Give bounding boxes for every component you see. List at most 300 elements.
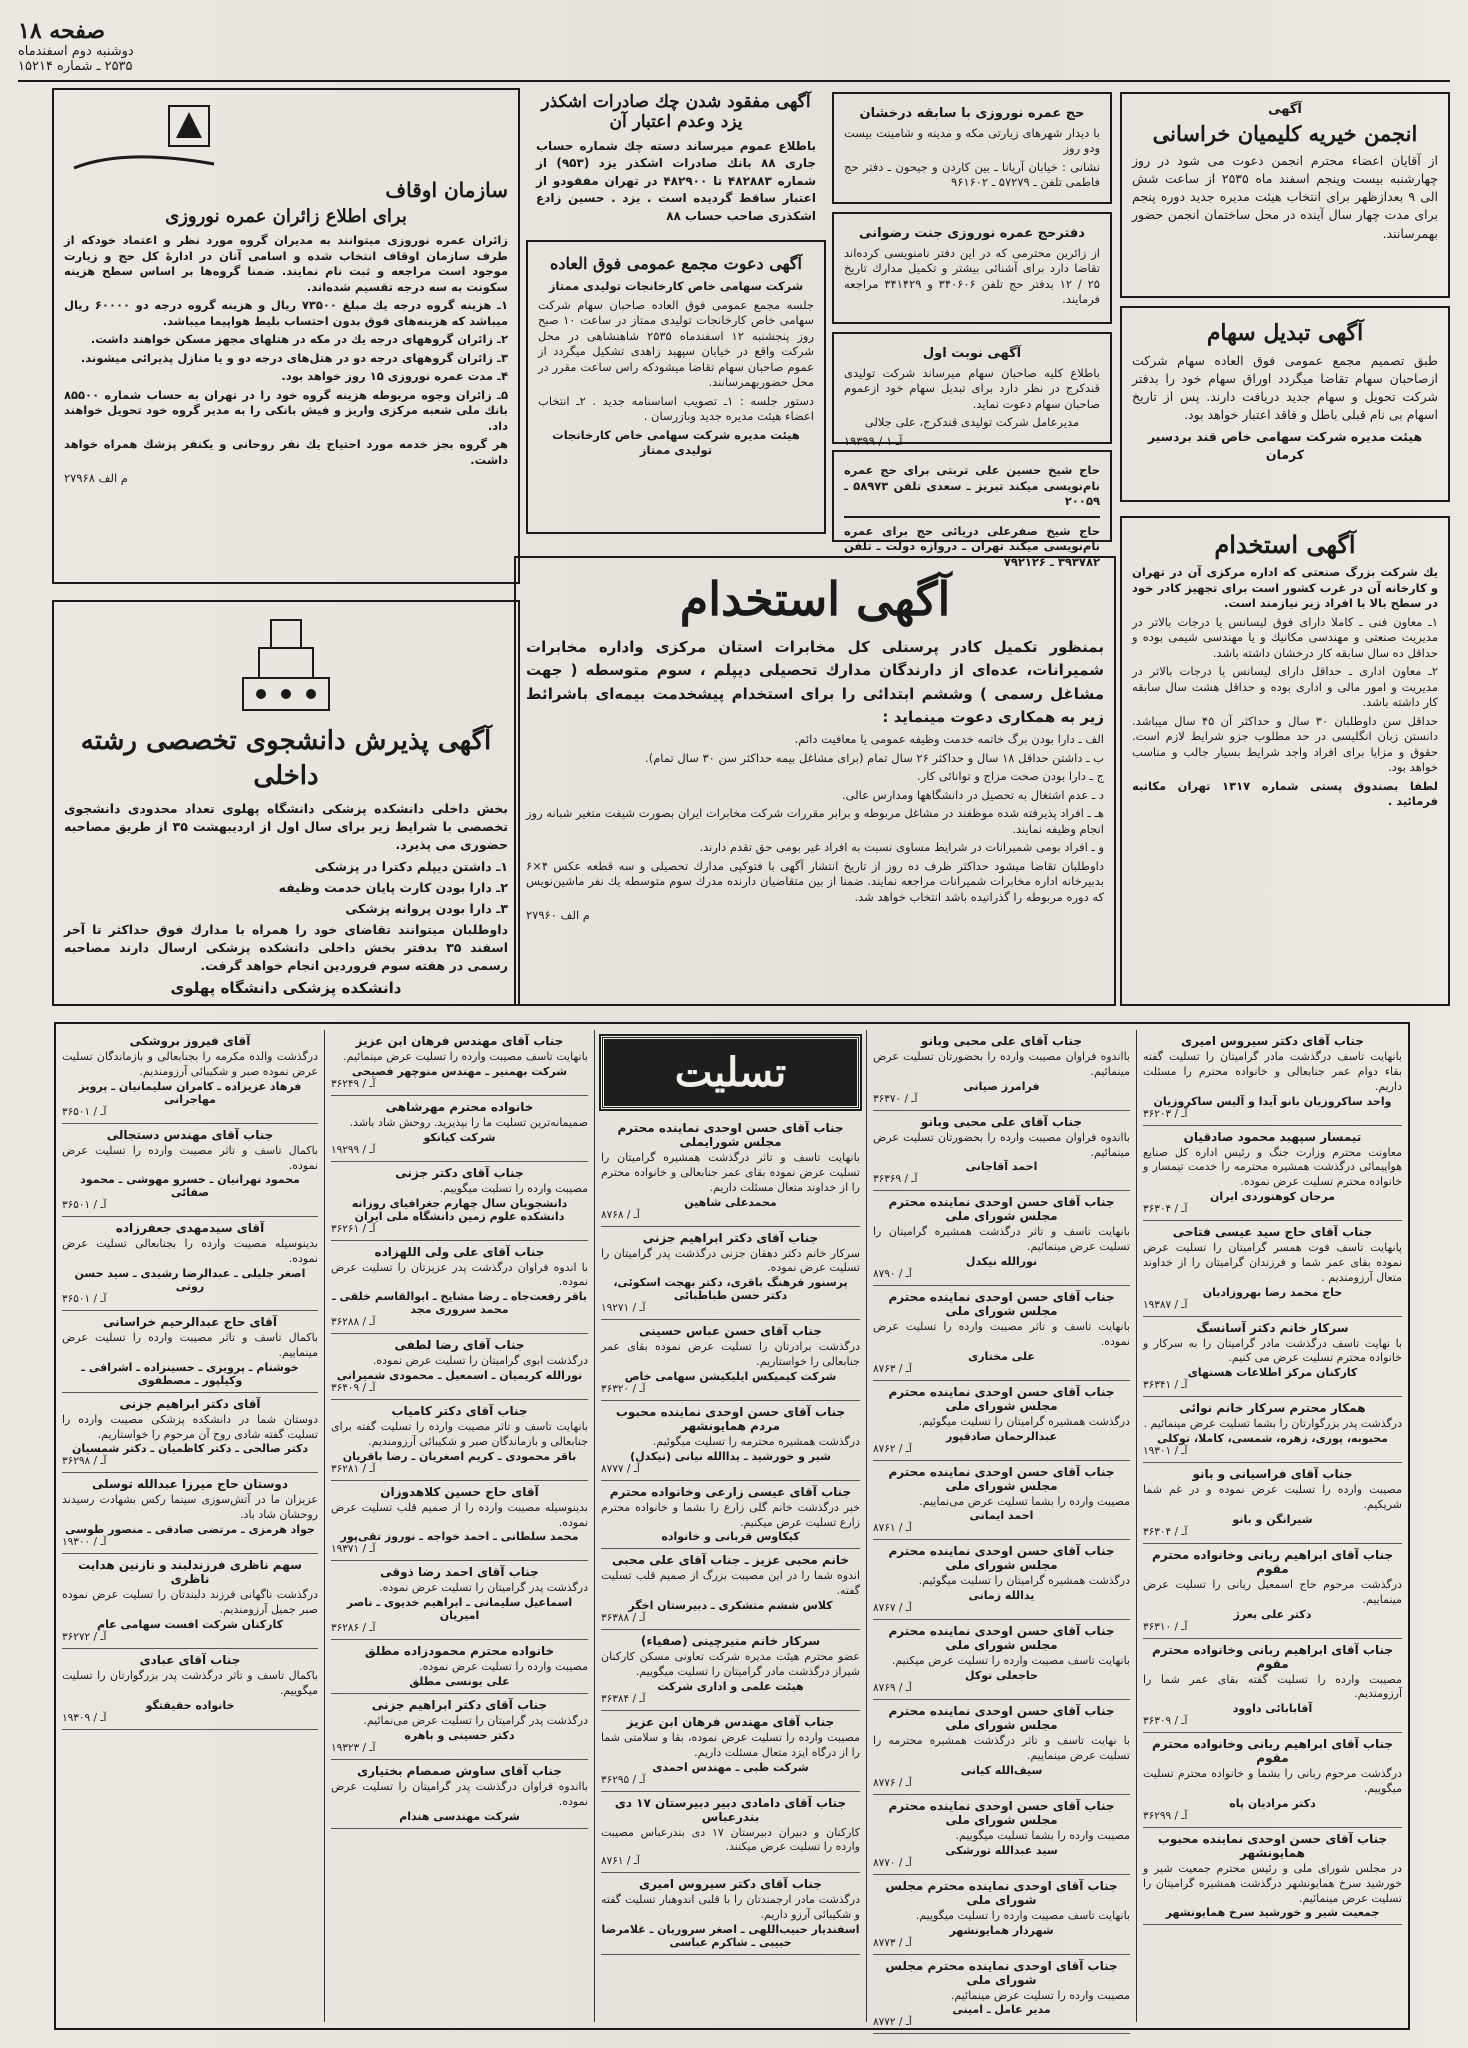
condolence-code: ۳۶۳۰۴ / آـ [1143,1203,1188,1216]
ad-anjoman [1120,92,1450,298]
condolence-title: آقای دکتر ابراهیم جزنی [119,1396,261,1411]
ad-estekhdam-main-cond: هـ ـ افراد پذیرفته شده موظفند در مشاغل مربوطه و برابر مقررات شرکت مخابرات ایران بصورت شیفت متغیر شبانه روز انجام وظیفه نمایند. [526,806,1104,836]
ad-hajj-sabeghe [832,92,1112,204]
ad-anjoman-title: انجمن خیریه کلیمیان خراسانی [1152,121,1418,146]
condolence-signer: خوشنام ـ پرویزی ـ حسینزاده ـ اشرافی ـ وکیلپور ـ مصطفوی [81,1360,299,1387]
condolence-signer: فرامرز صیانی [963,1079,1040,1093]
condolence-body: معاونت محترم وزارت جنگ و رئیس اداره کل صنایع هواپیمائی درگذشت همشیره محترمه را خدمت تیمسار و خانواده محترم تسلیت عرض نموده. [1143,1145,1402,1189]
condolence-entry [331,1640,588,1694]
condolence-body: بانهایت تاسف درگذشت مادر گرامیتان را تسلیت گفته بقاء دوام عمر جنابعالی و خانواده محترم را مسئلت داریم. [1143,1050,1402,1093]
ad-owghaf-item: ۱ـ هزینه گروه درجه یك مبلغ ۷۳۵۰۰ ریال و هزینه گروه درجه دو ۶۰۰۰۰ ریال میباشد که هزینه‌های فوق بدون احتساب بلیط هواپیما میباشد. [64,298,508,328]
condolence-body: بدینوسیله مصیبت وارده را بجنابعالی تسلیت عرض نموده. [62,1237,318,1266]
ad-daneshgah-item: ۲ـ دارا بودن کارت پایان خدمت وظیفه [278,879,508,895]
ad-nobat-code: ۱۹۳۹۹ / آـ ۱ [844,433,903,448]
condolence-entry [873,1111,1130,1192]
condolence-column [866,1030,1136,2029]
page-number: صفحه ۱۸ [18,18,106,44]
condolence-code: ۸۷۶۹ / آـ [873,1682,912,1695]
condolence-signer: محبوبه، پوری، زهره، شمسی، کاملا، توکلی [1157,1432,1388,1446]
condolence-signer: محمد سلطانی ـ احمد خواجه ـ نوروز تقی‌پور [340,1530,579,1544]
university-emblem-icon [231,610,341,720]
condolence-code: ۸۷۷۷ / آـ [601,1462,640,1475]
condolence-title: جناب آقای دکتر جزنی [395,1165,524,1180]
condolence-body: باکمال تاسف و تاثر مصیبت وارده را تسلیت عرض نموده. [62,1143,318,1172]
condolence-signer: واحد ساکروزیان بانو آیدا و آلیس ساکروزیان [1153,1094,1392,1108]
condolence-code: ۳۶۳۴۱ / آـ [1143,1379,1188,1392]
ad-sahami-subtitle: شرکت سهامی خاص کارخانجات تولیدی ممتاز [548,279,804,293]
condolence-title: جناب آقای دکتر ابراهیم جزنی [371,1698,548,1713]
condolence-title: جناب آقای حسن اوحدی نماینده محترم مجلس شورای ملی [888,1290,1115,1319]
ad-cheque [526,80,826,228]
condolence-signer: دکتر صالحی ـ دکتر کاظمیان ـ دکتر شمسیان [71,1442,309,1456]
condolence-body: بااندوه فراوان مصیبت وارده را بحضورتان تسلیت عرض مینمائیم. [873,1130,1130,1159]
condolence-title: سرکار خانم دکتر آسانسگ [1196,1320,1349,1335]
condolence-body: مصیبت وارده را تسلیت گفته بقای عمر شما را آرزومندیم. [1143,1672,1402,1701]
condolence-signer: احمد ایمانی [969,1509,1034,1523]
condolence-body: مصیبت وارده را تسلیت عرض نموده، بقا و سلامتی شما را از درگاه ایزد متعال مسئلت داریم. [601,1730,860,1759]
ad-owghaf-item: ۵ـ زائران وجوه مربوطه هزینه گروه خود را در تهران به حساب شماره ۸۵۵۰۰ بانك ملی شعبه مرکزی واریز و فیش بانکی را به مدیر گروه خود تحویل خواهند داد. [64,387,508,433]
condolence-code: ۱۹۳۷۱ / آـ [331,1543,376,1556]
ad-sahami-sign: هیئت مدیره شرکت سهامی خاص کارخانجات تولیدی ممتاز [552,427,800,458]
condolence-signer: کیکاوس قربانی و خانواده [661,1530,800,1544]
condolence-body: با نهایت تاسف و تاثر درگذشت همشیره محترمه را تسلیت عرض مینماییم. [873,1734,1130,1762]
condolence-code: ۳۶۴۰۹ / آـ [331,1382,376,1395]
condolence-title: جناب آقای مهندس دستجالی [106,1127,274,1142]
condolence-entry [331,1030,588,1096]
condolence-code: ۱۹۳۰۰ / آـ [62,1536,107,1549]
condolence-entry [873,1540,1130,1620]
ad-anjoman-body: از آقایان اعضاء محترم انجمن دعوت می شود در روز چهارشنبه بیست وپنجم اسفند ماه ۲۵۳۵ از ساعت شش الی ۹ بعدازظهر برای انتخاب هیئت مدیره جدید دوره پنجم برای مدت چهار سال آینده در محل ساختمان انجمن حضور بهمرسانند. [1132,153,1438,241]
condolence-body: بااندوه فراوان درگذشت پدر گرامیتان را تسلیت عرض نموده. [331,1779,588,1808]
condolence-body: مصیبت وارده را بشما تسلیت عرض می‌نماییم. [919,1494,1130,1508]
condolence-body: بانهایت تاسف مصیبت وارده را تسلیت عرض مینمائیم. [343,1050,588,1063]
condolence-entry [873,1286,1130,1381]
condolence-title: جناب آقای عبادی [139,1652,241,1667]
ad-hajj-sabeghe-title: حج عمره نوروزی با سابقه درخشان [859,106,1085,121]
condolence-signer: شرکت مهندسی هندام [399,1809,520,1823]
condolence-code: ۱۹۳۲۳ / آـ [331,1741,376,1754]
condolence-entry [1143,1126,1402,1222]
ad-estekhdam-right-body: یك شرکت بزرگ صنعتی که اداره مرکزی آن در تهران و کارخانه آن در غرب کشور است برای تجهیز کادر خود در سطح بالا با افراد زیر نیازمند است. [1132,565,1438,611]
condolence-code: ۳۶۵۰۱ / آـ [62,1105,107,1118]
condolence-entry [873,1381,1130,1461]
condolence-signer: علی مختاری [968,1349,1035,1363]
condolence-signer: محمدعلی شاهین [684,1195,777,1209]
condolence-entry [62,1311,318,1393]
ad-jannat [832,212,1112,324]
ad-estekhdam-main [514,556,1116,1006]
condolence-body: سرکار خانم دکتر دهقان جزنی درگذشت پدر گرامیتان را تسلیت عرض نموده. [601,1246,860,1275]
condolence-title: جناب آقای احمد رضا ذوقی [380,1565,539,1580]
condolence-entry [601,1711,860,1792]
condolence-signer: هیئت علمی و اداری شرکت [657,1679,804,1693]
ad-anjoman-label: آگهی [1268,102,1302,117]
ad-estekhdam-right-title: آگهی استخدام [1214,530,1356,559]
condolence-entry [1143,1030,1402,1126]
ad-hajj-sabeghe-contact: نشانی : خیابان آریانا ـ بین کاردن و جیحون ـ دفتر حج فاطمی تلفن ـ ۵۷۲۷۹ ـ ۹۶۱۶۰۲ [844,159,1100,190]
condolence-code: ۳۶۲۹۸ / آـ [62,1455,107,1468]
condolence-entry [331,1096,588,1162]
ad-estekhdam-main-cond: ب ـ داشتن حداقل ۱۸ سال و حداکثر ۲۶ سال تمام (برای مشاغل بیمه حداکثر سن ۳۰ سال تمام). [645,750,1104,765]
condolence-signer: کارکنان مرکز اطلاعات هستهای [1187,1366,1358,1380]
condolence-body: عضو محترم هیئت مدیره شرکت تعاونی مسکن کارکنان شیراز درگذشت مادر گرامیتان را تسلیت میگوییم. [601,1650,860,1678]
condolence-code: ۳۶۳۷۰ / آـ [873,1092,918,1105]
ad-nobat [832,332,1112,448]
condolence-code: ۸۷۶۱ / آـ [873,1522,912,1535]
condolence-title: آقای سیدمهدی جعفرزاده [115,1221,265,1236]
condolence-entry [1143,1397,1402,1463]
condolence-entry [62,1393,318,1474]
condolence-signer: دانشجویان سال چهارم جغرافیای روزانه دانشکده علوم زمین دانشگاه ملی ایران [351,1196,568,1223]
condolence-column [324,1030,594,2022]
condolence-entry [62,1473,318,1554]
condolence-signer: شهردار همایونشهر [949,1923,1054,1937]
condolence-code: ۳۶۲۸۶ / آـ [331,1622,376,1635]
condolence-entry [331,1162,588,1241]
condolence-title: جناب آقای حسن اوحدی نماینده محترم مجلس شورایملی [617,1121,844,1149]
ad-estekhdam-right-item: ۱ـ معاون فنی ـ کاملا دارای فوق لیسانس یا درجات بالاتر در مدیریت صنعتی و مهندسی مکانیك و یا مهندسی شیمی بوده و حداقل ده سال سابقه کار درخشان داشته باشد. [1132,614,1438,660]
condolence-entry [873,1795,1130,1875]
ad-tabdil-sign: هیئت مدیره شرکت سهامی خاص قند بردسیر کرمان [1147,428,1423,462]
ad-estekhdam-main-title: آگهی استخدام [679,572,951,626]
condolence-code: ۳۶۲۴۹ / آـ [331,1077,376,1090]
ad-owghaf-code: م الف ۲۷۹۶۸ [64,471,128,486]
condolence-title: آقای حاج عبدالرحیم خراسانی [102,1315,278,1330]
condolence-body: مصیبت وارده را بشما تسلیت میگوییم. [955,1828,1130,1842]
condolence-code: ۳۶۳۸۴ / آـ [601,1692,646,1705]
ad-hajj-names-line: حاج شیخ صفرعلی دریائی حج برای عمره نام‌نویسی میکند تهران ـ دروازه دولت ـ تلفن ۳۹۳۷۸۲ ـ ۷۹۲۱۲۶ [844,523,1100,569]
condolence-code: ۸۷۶۷ / آـ [873,1602,912,1615]
condolence-entry [873,1875,1130,1955]
condolence-signer: دکتر علی بعرژ [1233,1607,1312,1621]
ad-estekhdam-right-item: ۲ـ معاون اداری ـ حداقل دارای لیسانس یا درجات بالاتر در مدیریت و امور مالی و اداری بوده و حداقل هشت سال سابقه کار داشته باشد. [1132,664,1438,710]
page-date: دوشنبه دوم اسفندماه [18,44,134,59]
ad-owghaf-foot: هر گروه بجز خدمه مورد احتیاج یك نفر روحانی و یکنفر پزشك همراه خواهد داشت. [64,437,508,467]
condolence-code: ۳۶۵۰۱ / آـ [62,1293,107,1306]
condolence-title: جناب آقای حسن اوحدی نماینده محبوب همایونشهر [1157,1831,1388,1860]
condolence-title: دوستان حاج میرزا عبدالله توسلی [91,1477,289,1492]
ad-estekhdam-main-cond: الف ـ دارا بودن برگ خاتمه خدمت وظیفه عمومی یا معافیت دائم. [794,732,1104,746]
condolence-entry [1143,1639,1402,1734]
condolence-entry [873,1461,1130,1541]
condolence-title: جناب آقای حسن اوحدی نماینده محترم مجلس شورای ملی [888,1798,1115,1827]
condolence-code: ۳۶۲۹۵ / آـ [601,1773,646,1786]
condolence-title: آقای حاج حسین کلاهدوزان [380,1484,539,1499]
ad-daneshgah [52,600,520,1006]
condolence-body: درگذشت مرحوم ربانی را بشما و خانواده محترم تسلیت میگوییم. [1143,1767,1402,1796]
condolence-body: درگذشت مرحوم حاج اسمعیل ربانی را تسلیت عرض مینماییم. [1143,1577,1402,1606]
ad-sahami-title: آگهی دعوت مجمع عمومی فوق العاده [549,254,802,273]
condolence-body: درگذشت برادرتان را تسلیت عرض نموده بقای عمر جنابعالی را خواستاریم. [601,1340,860,1369]
ad-owghaf-body: زائران عمره نوروزی میتوانند به مدیران گروه مورد نظر و اعتماد خودکه از طرف سازمان اوقاف انتخاب شده و اسامی آنان در ادارهٔ کل حج و زیارت موجود است مراجعه و ثبت نام نمایند. ضمنا گروه‌ها بر اساس سطح هزینه سکونت به سه درجه تقسیم شده‌اند. [64,233,508,294]
condolence-body: در مجلس شورای ملی و رئیس محترم جمعیت شیر و خورشید سرخ همایونشهر درگذشت همشیره گرامیتان را تسلیت عرض مینمائیم. [1143,1861,1402,1905]
condolence-entry [1143,1317,1402,1398]
condolence-signer: نورالله کریمیان ـ اسمعیل ـ محمودی شمیرانی [336,1369,583,1383]
condolence-title: خانواده محترم محمودزاده مطلق [364,1644,555,1659]
condolence-body: کارکنان و دبیران دبیرستان ۱۷ دی بندرعباس مصیبت وارده را تسلیت عرض میکنند. [601,1825,860,1854]
ad-jannat-title: دفترحج عمره نوروزی جنت رضوانی [859,226,1085,241]
condolence-code: ۳۶۳۰۴ / آـ [1143,1525,1188,1538]
ad-nobat-title: آگهی نوبت اول [922,346,1022,361]
ad-owghaf-item: ۴ـ مدت عمره نوروزی ۱۵ روز خواهد بود. [281,369,508,384]
condolence-title: آقای فیروز بروشکی [129,1034,251,1048]
condolence-title: جناب آقای حسن اوحدی نماینده محترم مجلس شورای ملی [888,1464,1115,1493]
ad-cheque-body: باطلاع عموم میرساند دسته چك شماره حساب جاری ۸۸ بانك صادرات اشکذر یزد (۹۵۳) از شماره ۴۸۲۸۸۳ تا ۴۸۲۹۰۰ در تهران مفقودو از اعتبار ساقط گردیده است . یزد . حسین زادع اشکذری صاحب حساب ۸۸ [536,139,817,223]
condolence-code: ۸۷۶۳ / آـ [873,1362,912,1375]
condolence-signer: عبدالرحمان صادقپور [945,1429,1058,1443]
condolence-entry [331,1760,588,1829]
condolence-entry [62,1554,318,1649]
condolence-code: ۸۷۷۶ / آـ [873,1776,912,1789]
condolence-signer: جواد هرمزی ـ مرتضی صادقی ـ منصور طوسی [65,1523,315,1537]
condolence-signer: احمد آقاجانی [965,1160,1038,1174]
condolence-signer: باقر رفعت‌جاه ـ رضا مشایخ ـ ابوالقاسم خلقی ـ محمد سروری مجد [331,1290,588,1317]
condolence-signer: شیر و خورشید ـ یداالله نیانی (نیکدل) [630,1449,831,1463]
condolence-entry [873,1191,1130,1286]
ad-tabdil [1120,306,1450,502]
condolence-signer: جمعیت شیر و خورشید سرخ همایونشهر [1165,1906,1380,1920]
condolence-title: جناب آقای علی محبی وبانو [920,1034,1083,1048]
ad-estekhdam-main-cond: د ـ عدم اشتغال به تحصیل در دانشگاهها ومدارس عالی. [841,787,1104,802]
condolence-entry [331,1334,588,1400]
condolence-body: بانهایت تاسف و تاثر مصیبت وارده را تسلیت گفته برای جنابعالی و بازماندگان صبر و شکیبائی آرزومندیم. [331,1420,588,1448]
condolence-signer: علی یونسی مطلق [409,1675,510,1689]
condolence-entry [331,1241,588,1335]
ad-nobat-sign: مدیرعامل شرکت تولیدی قندکرج، علی جلالی [864,415,1080,430]
condolence-body: عزیزان ما در آتش‌سوزی سینما رکس بشهادت رسیدند روحشان شاد باد. [62,1493,318,1522]
condolences-section [54,1022,1410,2030]
condolence-entry [62,1030,318,1124]
condolence-code: ۳۶۳۰۹ / آـ [1143,1715,1188,1728]
condolence-signer: فرهاد عزیزاده ـ کامران سلیمانیان ـ پرویز مهاجرانی [78,1079,302,1106]
ad-tabdil-title: آگهی تبدیل سهام [1206,320,1364,346]
condolence-body: بانهایت تاسف و تاثر درگذشت همشیره گرامیتان را تسلیت عرض نموده بقای عمر جنابعالی و خانواده محترم را از خداوند متعال مسئلت داریم. [601,1151,860,1194]
condolence-entry [601,1401,860,1481]
page-issue: ۲۵۳۵ ـ شماره ۱۵۲۱۴ [18,59,133,74]
condolence-code: ۱۹۲۹۹ / آـ [331,1143,376,1156]
owghaf-org: سازمان اوقاف [385,178,508,202]
condolence-signer: کلاس ششم متشکری ـ دبیرستان اخگر [628,1599,833,1613]
condolence-title: تیمسار سپهبد محمود صادقیان [1183,1129,1362,1144]
ad-hajj-names-line: حاج شیخ حسین علی تربتی برای حج عمره نام‌نویسی میکند تبریز ـ سعدی تلفن ۵۸۹۷۳ ـ ۲۰۰۵۹ [844,463,1100,509]
condolence-title: خانم محبی عزیز ـ جناب آقای علی محبی [611,1553,850,1568]
condolence-body: مصیبت وارده را تسلیت عرض نموده. [419,1660,588,1674]
ad-estekhdam-main-foot: داوطلبان تقاضا میشود حداکثر ظرف ده روز از تاریخ انتشار آگهی با فتوکپی مدارك تحصیلی و سه قطعه عکس ۴×۶ بدبیرخانه اداره مخابرات شمیرانات مراجعه نمایند. ضمنا از بین متقاضیان دارنده مدرك سوم متوسطه یك نفر ماشین‌نویس که دوره مربوطه را گذرانیده باشد انتخاب خواهد شد. [526,858,1104,904]
ad-owghaf-title: برای اطلاع زائران عمره نوروزی [165,206,407,227]
condolence-signer: دکتر حسینی و باهره [404,1728,515,1742]
condolence-body: درگذشت پدر گرامیتان را تسلیت عرض می‌نمائیم. [363,1714,588,1728]
condolence-column [1136,1030,1408,2022]
condolence-signer: حاج محمد رضا بهروزادیان [1202,1285,1343,1299]
condolence-signer: شیرانگن و بانو [1232,1512,1313,1526]
condolence-entry [873,1620,1130,1700]
condolence-code: ۳۶۳۲۰ / آـ [601,1382,646,1395]
condolence-signer: مدیر عامل ـ امینی [952,2003,1051,2017]
condolence-code: ۳۶۲۹۹ / آـ [1143,1809,1188,1822]
condolence-entry [1143,1733,1402,1828]
condolence-body: بانهایت تاسف و تاثر درگذشت همشیره گرامیتان را تسلیت عرض مینمائیم. [873,1225,1130,1254]
ad-estekhdam-right-foot: لطفا بصندوق پستی شماره ۱۳۱۷ تهران مکاتبه فرمائید . [1132,778,1438,809]
condolence-signer: آقابابائی داوود [1232,1702,1313,1716]
condolence-title: جناب آقای ابراهیم ربانی وخانواده محترم مقوم [1151,1737,1394,1766]
ad-jannat-body: از زائرین محترمی که در این دفتر نامنویسی کرده‌اند تقاضا دارد برای آشنائی بیشتر و تکمیل مدارك تاریخ ۲۵ / ۱۲ بدفتر حج تلفن ۳۴۰۶۰۶ و ۳۴۱۴۲۹ مراجعه فرمایند. [844,245,1100,307]
condolence-entry [601,1630,860,1711]
condolence-entry [873,1700,1130,1795]
condolence-body: اندوه شما را در این مصیبت بزرگ از صمیم قلب تسلیت گفته. [601,1569,860,1598]
condolence-entry [601,1549,860,1630]
condolence-code: ۳۶۲۰۳ / آـ [1143,1107,1188,1120]
condolence-entry [331,1400,588,1481]
condolence-body: درگذشت همشیره گرامیتان را تسلیت میگوئیم. [918,1574,1130,1588]
condolence-body: مصیبت وارده را تسلیت عرض مینمائیم. [950,1988,1130,2002]
ad-sahami-agenda: دستور جلسه : ۱ـ تصویب اساسنامه جدید . ۲ـ انتخاب اعضاء هیئت مدیره جدید وبازرسان . [538,393,815,424]
condolence-title: جناب آقای حسن عباس حسینی [639,1324,822,1339]
ad-daneshgah-item: ۳ـ دارا بودن پروانه پزشکی [345,900,508,916]
condolence-body: درگذشت پدر گرامیتان را تسلیت عرض نموده. [379,1581,588,1595]
condolence-code: ۳۶۳۸۸ / آـ [601,1612,646,1625]
condolence-code: ۸۷۶۲ / آـ [873,1442,912,1455]
condolence-code: ۳۶۳۶۹ / آـ [873,1173,918,1186]
condolence-signer: سید عبدالله تورشکی [945,1843,1058,1857]
condolence-signer: اسماعیل سلیمانی ـ ابراهیم خدیوی ـ ناصر امیریان [346,1596,573,1623]
condolence-title: خانواده محترم مهرشاهی [385,1099,534,1114]
condolence-title: جناب آقای علی محبی وبانو [920,1114,1083,1129]
ad-estekhdam-main-code: م الف ۲۷۹۶۰ [526,908,590,923]
condolence-entry [601,1117,860,1227]
condolence-signer: شرکت بهمنیر ـ مهندس منوچهر فصیحی [351,1064,568,1078]
condolence-title: جناب آقای علی ولی اللهزاده [374,1244,545,1259]
condolence-entry [331,1481,588,1562]
condolence-title: جناب آقای دکتر ابراهیم جزنی [642,1230,819,1245]
ad-estekhdam-main-lead: بمنظور تکمیل کادر پرسنلی کل مخابرات استان مرکزی واداره مخابرات شمیرانات، عده‌ای از دارندگان مدارك تحصیلی دیپلم ، سوم متوسطه ( جهت مشاغل رسمی ) وششم ابتدائی را برای استخدام پیشخدمت بیمه‌ای باشرائط زیر به همکاری دعوت مینماید : [526,638,1104,726]
condolence-body: صمیمانه‌ترین تسلیت ما را بپذیرید. روحش شاد باشد. [349,1115,588,1129]
condolence-signer: اصغر جلیلی ـ عبدالرضا رشیدی ـ سید حسن روتی [74,1267,306,1294]
condolence-entry [1143,1463,1402,1544]
ad-sahami-body: جلسه مجمع عمومی فوق العاده صاحبان سهام شرکت سهامی خاص کارخانجات تولیدی ممتاز در ساعت ۱۰ صبح روز پنجشنبه ۱۲ اسفندماه ۲۵۳۵ شاهنشاهی در محل شرکت واقع در خیابان سپهبد زاهدی تشکیل میگردد از عموم صاحبان سهام تقاضا میشودکه راس ساعت مقرر در محل حضوربهمرسانند. [538,297,814,390]
condolence-signer: باقر محمودی ـ کریم اصغریان ـ رضا باقریان [342,1449,577,1463]
condolence-code: ۸۷۷۳ / آـ [873,1936,912,1949]
condolence-code: ۳۶۲۸۱ / آـ [331,1462,376,1475]
condolence-entry [601,1481,860,1550]
condolence-body: بانهایت تاسف مصیبت وارده را تسلیت میگوییم. [915,1908,1130,1922]
ad-estekhdam-right [1120,516,1450,1006]
condolence-entry [62,1124,318,1218]
condolence-title: جناب آقای مهندس فرهان ابن عزیز [626,1714,835,1729]
condolence-signer: پرسنور فرهنگ باقری، دکتر بهجت اسکوئی، دکتر حسن طباطبائی [613,1276,848,1303]
condolence-signer: اسفندیار حبیب‌اللهی ـ اصغر سروریان ـ غلامرضا حبیبی ـ شاکرم عباسی [601,1922,860,1949]
condolence-code: ۸۷۷۲ / آـ [873,2016,912,2029]
condolence-entry [331,1694,588,1760]
divider [844,516,1100,518]
condolence-body: باکمال تاسف و تاثر مصیبت وارده را تسلیت عرض مینماییم. [62,1331,318,1359]
condolence-code: ۳۶۲۶۱ / آـ [331,1222,376,1235]
condolence-code: ۳۶۳۱۰ / آـ [1143,1620,1188,1633]
condolence-signer: دکتر مرادیان پاه [1229,1796,1316,1810]
condolence-entry [873,1030,1130,1111]
condolence-title: جناب آقای حسن اوحدی نماینده محترم مجلس شورای ملی [888,1384,1115,1413]
condolence-code: ۳۶۲۸۸ / آـ [331,1316,376,1329]
condolence-body: دوستان شما در دانشکده پزشکی مصیبت وارده را تسلیت گفته شادی روح آن مرحوم را خواستاریم. [62,1412,318,1441]
condolence-title: جناب آقای ساوش صمصام بختیاری [357,1763,562,1778]
condolence-signer: نورالله نیکدل [965,1255,1038,1269]
owghaf-emblem-icon [64,98,224,178]
condolence-signer: سیف‌الله کیانی [960,1763,1043,1777]
condolence-signer: شرکت کیانکو [423,1130,496,1144]
tasliat-banner: تسلیت [601,1036,860,1109]
ad-daneshgah-title: آگهی پذیرش دانشجوی تخصصی رشته داخلی [80,726,492,792]
condolence-body: درگذشت همشیره محترمه را تسلیت میگوئیم. [652,1434,860,1448]
condolence-code: ۱۹۲۷۱ / آـ [601,1302,646,1315]
page-header [18,18,238,74]
ad-hajj-names [832,450,1112,569]
condolence-title: جناب آقای حاج سید عیسی فتاحی [1172,1225,1373,1240]
condolence-signer: حاجعلی توکل [965,1669,1038,1683]
condolence-code: ۱۹۳۰۹ / آـ [62,1711,107,1724]
condolence-signer: شرکت ظبی ـ مهندس احمدی [652,1760,809,1774]
condolence-title: جناب آقای دکتر سیروس امیری [1181,1034,1364,1048]
condolence-code: ۸۷۷۰ / آـ [873,1856,912,1869]
condolence-code: ۳۶۲۷۲ / آـ [62,1630,107,1643]
condolence-body: درگذشت ناگهانی فرزند دلبندتان را تسلیت عرض نموده صبر جمیل آرزومندیم. [62,1588,318,1616]
condolence-title: جناب آقای حسن اوحدی نماینده محترم مجلس شورای ملی [888,1624,1115,1653]
ad-hajj-sabeghe-body: با دیدار شهرهای زیارتی مکه و مدینه و شامینت بیست ودو روز [844,125,1100,156]
condolence-column [594,1030,866,2022]
condolence-body: با اندوه فراوان درگذشت پدر عزیزتان را تسلیت عرض نموده. [331,1260,588,1289]
condolence-column [56,1030,324,2022]
condolence-entry [62,1649,318,1730]
condolence-signer: شرکت کیمیکس ایلیکیشن سهامی خاص [624,1369,837,1383]
ad-daneshgah-body: بخش داخلی دانشکده پزشکی دانشگاه پهلوی تعداد محدودی دانشجوی تخصصی با شرایط زیر برای سال اول از اردیبهشت ۳۵ از طریق مصاحبه حضوری می پذیرد. [64,801,508,853]
condolence-signer: محمود تهرانیان ـ خسرو مهوشی ـ محمود صفائی [80,1173,300,1200]
condolence-signer: یدالله زمانی [968,1589,1035,1603]
condolence-body: درگذشت همشیره گرامیتان را تسلیت میگوئیم. [918,1414,1130,1428]
condolence-entry [1143,1221,1402,1317]
ad-cheque-title: آگهی مفقود شدن چك صادرات اشکذر یزد وعدم اعتبار آن [541,92,811,132]
condolence-body: با نهایت تاسف درگذشت مادر گرامیتان را به سرکار و خانواده محترم تسلیت عرض می کنیم. [1143,1336,1402,1365]
condolence-title: سرکار خانم منیرچینی (صفیاء) [640,1634,821,1649]
condolence-body: مصیبت وارده را تسلیت میگوییم. [439,1181,588,1195]
condolence-body: درگذشت والده مکرمه را بجنابعالی و بازماندگان تسلیت عرض نموده صبر و شکیبائی آرزومندیم. [62,1050,318,1078]
condolence-entry [601,1320,860,1401]
ad-estekhdam-main-cond: ج ـ دارا بودن صحت مزاج و توانائی کار. [917,769,1104,784]
condolence-signer: مرجان کوهنوردی ایران [1209,1190,1336,1204]
condolence-body: بدینوسیله مصیبت وارده را از صمیم قلب تسلیت عرض نموده. [331,1500,588,1529]
condolence-title: جناب آقای رضا لطفی [394,1338,525,1353]
condolence-title: جناب آقای حسن اوحدی نماینده محترم مجلس شورای ملی [888,1704,1115,1733]
condolence-code: ۸۷۶۸ / آـ [601,1208,640,1221]
ad-estekhdam-right-reqs: حداقل سن داوطلبان ۳۰ سال و حداکثر آن ۴۵ سال میباشد. دانستن زبان انگلیسی در حد مطلوب جزو شرایط لازم است. حقوق و مزایا برای افراد واجد شرایط بسیار جالب و مناسب خواهد بود. [1132,713,1438,775]
condolence-body: درگذشت مادر ارجمندتان را با قلبی اندوهبار تسلیت گفته و شکیبائی آرزو داریم. [601,1893,860,1922]
condolence-body: درگذشت پدر بزرگوارتان را بشما تسلیت عرض مینمائیم . [1143,1417,1402,1431]
condolence-body: بانهایت تاسف مصیبت وارده را تسلیت عرض میکنیم. [891,1654,1130,1668]
condolence-code: ۱۹۳۰۱ / آـ [1143,1445,1188,1458]
condolence-body: پانهایت تاسف فوت همسر گرامیتان را تسلیت عرض نموده بقای عمر شما و فرزندان گرامیتان را از خداوند متعال آرزومندیم . [1143,1241,1402,1284]
ad-owghaf-item: ۲ـ زائران گروههای درجه یك در مکه در هتلهای مجهز مسکن خواهند داشت. [90,332,508,347]
condolence-entry [601,1873,860,1955]
condolence-code: ۸۷۹۰ / آـ [873,1268,912,1281]
condolence-title: جناب آقای ابراهیم ربانی وخانواده محترم مقوم [1151,1642,1394,1671]
condolence-signer: کارکنان شرکت افست سهامی عام [97,1617,283,1631]
condolence-signer: خانواده حقیقتگو [145,1698,235,1712]
condolence-body: بانهایت تاسف و تاثر مصیبت وارده را تسلیت عرض نموده. [873,1320,1130,1348]
condolence-title: جناب آقای دکتر کامیاب [391,1404,528,1419]
condolence-body: باکمال تاسف و تاثر درگذشت پدر بزرگوارتان را تسلیت میگوییم. [62,1668,318,1697]
condolence-entry [1143,1544,1402,1639]
condolence-entry [873,1955,1130,2035]
ad-tabdil-body: طبق تصمیم مجمع عمومی فوق العاده سهام شرکت ازصاحبان سهام تقاضا میگردد اوراق سهام خود را بدفتر شرکت تحویل و سهام جدید دریافت دارند. پس از تاریخ اسهام بی نام قبلی باطل و فاقد اعتبار خواهد بود. [1132,353,1438,423]
condolence-code: ۳۶۵۰۱ / آـ [62,1199,107,1212]
condolence-title: جناب آقای فراسیانی و بانو [1192,1467,1353,1482]
